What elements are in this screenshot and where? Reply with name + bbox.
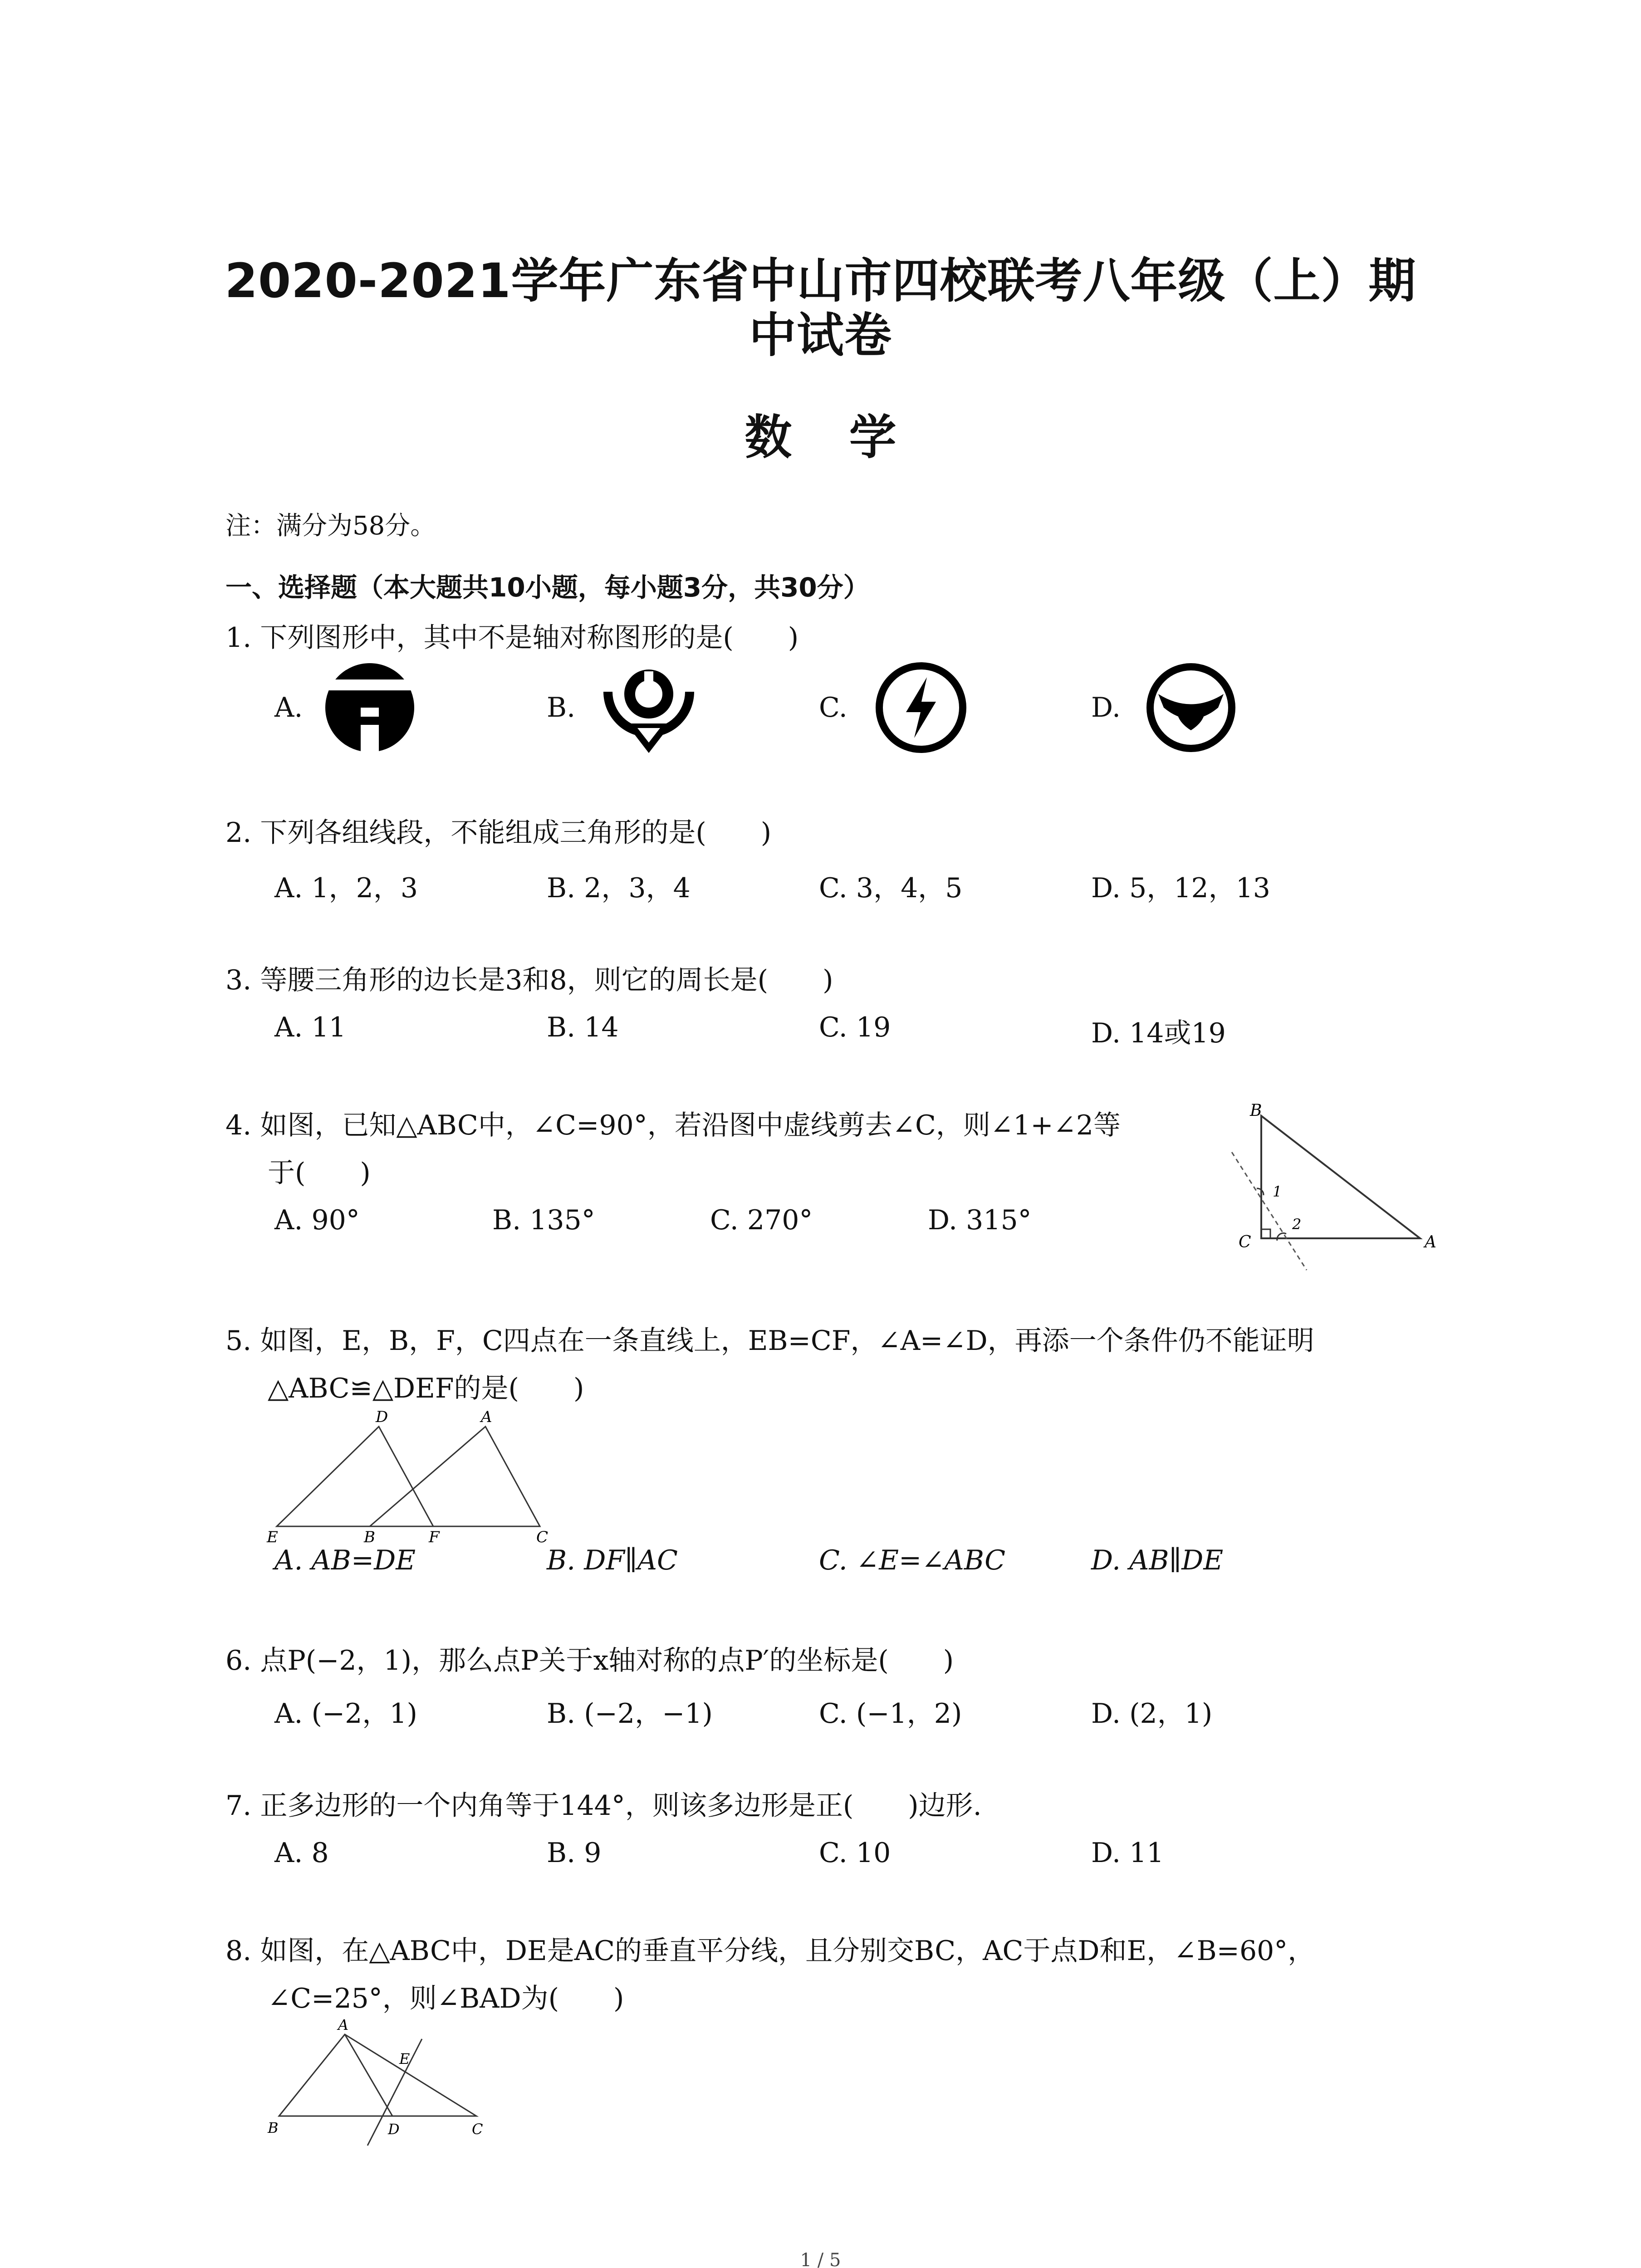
q5-triangles-figure (259, 1406, 567, 1547)
q2-option-d: D. 5，12，13 (1091, 872, 1270, 904)
question-2: 2. 下列各组线段，不能组成三角形的是( ) (225, 817, 772, 849)
q6-option-b: B. (−2，−1) (547, 1698, 713, 1730)
q1-option-b: B. (547, 692, 576, 723)
section-heading: 一、选择题（本大题共10小题，每小题3分，共30分） (225, 572, 870, 603)
q6-option-a: A. (−2，1) (274, 1698, 417, 1730)
q4-label-b: B (1250, 1101, 1262, 1120)
emblem-a-icon (324, 662, 415, 753)
q4-option-c: C. 270° (710, 1204, 813, 1236)
q5-option-d: D. AB∥DE (1091, 1545, 1224, 1576)
q4-label-c: C (1239, 1233, 1251, 1251)
question-4-cont: 于( ) (268, 1157, 371, 1189)
emblem-b-icon (599, 660, 699, 755)
q5-label-f: F (429, 1528, 440, 1546)
q8-label-d: D (388, 2121, 400, 2138)
question-3: 3. 等腰三角形的边长是3和8，则它的周长是( ) (225, 964, 833, 996)
q8-label-e: E (399, 2050, 410, 2068)
q1-option-a: A. (274, 692, 303, 723)
q8-triangle-figure (259, 2014, 513, 2150)
q6-option-d: D. (2，1) (1091, 1698, 1213, 1730)
q4-option-d: D. 315° (928, 1204, 1032, 1236)
question-4: 4. 如图，已知△ABC中，∠C=90°，若沿图中虚线剪去∠C，则∠1+∠2等 (225, 1110, 1121, 1141)
exam-title-line1: 2020-2021学年广东省中山市四校联考八年级（上）期 (225, 253, 1416, 308)
q4-option-b: B. 135° (492, 1204, 595, 1236)
q5-label-b: B (364, 1528, 375, 1546)
heart-circle-icon (1146, 662, 1236, 753)
q5-label-a: A (481, 1408, 492, 1426)
question-1: 1. 下列图形中，其中不是轴对称图形的是( ) (225, 622, 799, 654)
q7-option-b: B. 9 (547, 1837, 602, 1869)
q5-option-b: B. DF∥AC (547, 1545, 678, 1576)
score-note: 注：满分为58分。 (225, 511, 436, 541)
question-6: 6. 点P(−2，1)，那么点P关于x轴对称的点P′的坐标是( ) (225, 1645, 954, 1677)
q5-label-d: D (376, 1408, 388, 1426)
question-8: 8. 如图，在△ABC中，DE是AC的垂直平分线，且分别交BC，AC于点D和E，∠B=60°， (225, 1935, 1315, 1967)
q7-option-a: A. 8 (274, 1837, 329, 1869)
q5-option-a: A. AB=DE (274, 1545, 416, 1576)
q1-option-c: C. (819, 692, 847, 723)
q3-option-b: B. 14 (547, 1012, 619, 1043)
question-5: 5. 如图，E，B，F，C四点在一条直线上，EB=CF，∠A=∠D，再添一个条件仍不能证明 (225, 1325, 1314, 1357)
q5-label-c: C (536, 1528, 549, 1546)
q4-label-a: A (1425, 1233, 1436, 1251)
q5-option-c: C. ∠E=∠ABC (819, 1545, 1005, 1576)
q5-label-e: E (267, 1528, 278, 1546)
q7-option-c: C. 10 (819, 1837, 891, 1869)
q3-option-a: A. 11 (274, 1012, 346, 1043)
q2-option-b: B. 2，3，4 (547, 872, 691, 904)
page-number: 1 / 5 (800, 2250, 841, 2268)
q8-label-b: B (268, 2119, 279, 2136)
q4-option-a: A. 90° (274, 1204, 360, 1236)
q7-option-d: D. 11 (1091, 1837, 1164, 1869)
q6-option-c: C. (−1，2) (819, 1698, 962, 1730)
q1-option-d: D. (1091, 692, 1121, 723)
q3-option-d: D. 14或19 (1091, 1017, 1226, 1049)
exam-title-line2: 中试卷 (749, 308, 892, 363)
question-7: 7. 正多边形的一个内角等于144°，则该多边形是正( )边形. (225, 1790, 982, 1822)
q4-label-2: 2 (1292, 1216, 1302, 1233)
q2-option-c: C. 3，4，5 (819, 872, 963, 904)
question-5-cont: △ABC≌△DEF的是( ) (268, 1373, 584, 1404)
lightning-circle-icon (873, 660, 969, 755)
q4-label-1: 1 (1273, 1183, 1282, 1200)
q4-triangle-figure (1225, 1098, 1452, 1279)
q8-label-a: A (338, 2016, 349, 2033)
subject-heading: 数 学 (745, 410, 896, 465)
q8-label-c: C (472, 2121, 483, 2138)
q2-option-a: A. 1，2，3 (274, 872, 418, 904)
q3-option-c: C. 19 (819, 1012, 891, 1043)
question-8-cont: ∠C=25°，则∠BAD为( ) (268, 1983, 624, 2014)
